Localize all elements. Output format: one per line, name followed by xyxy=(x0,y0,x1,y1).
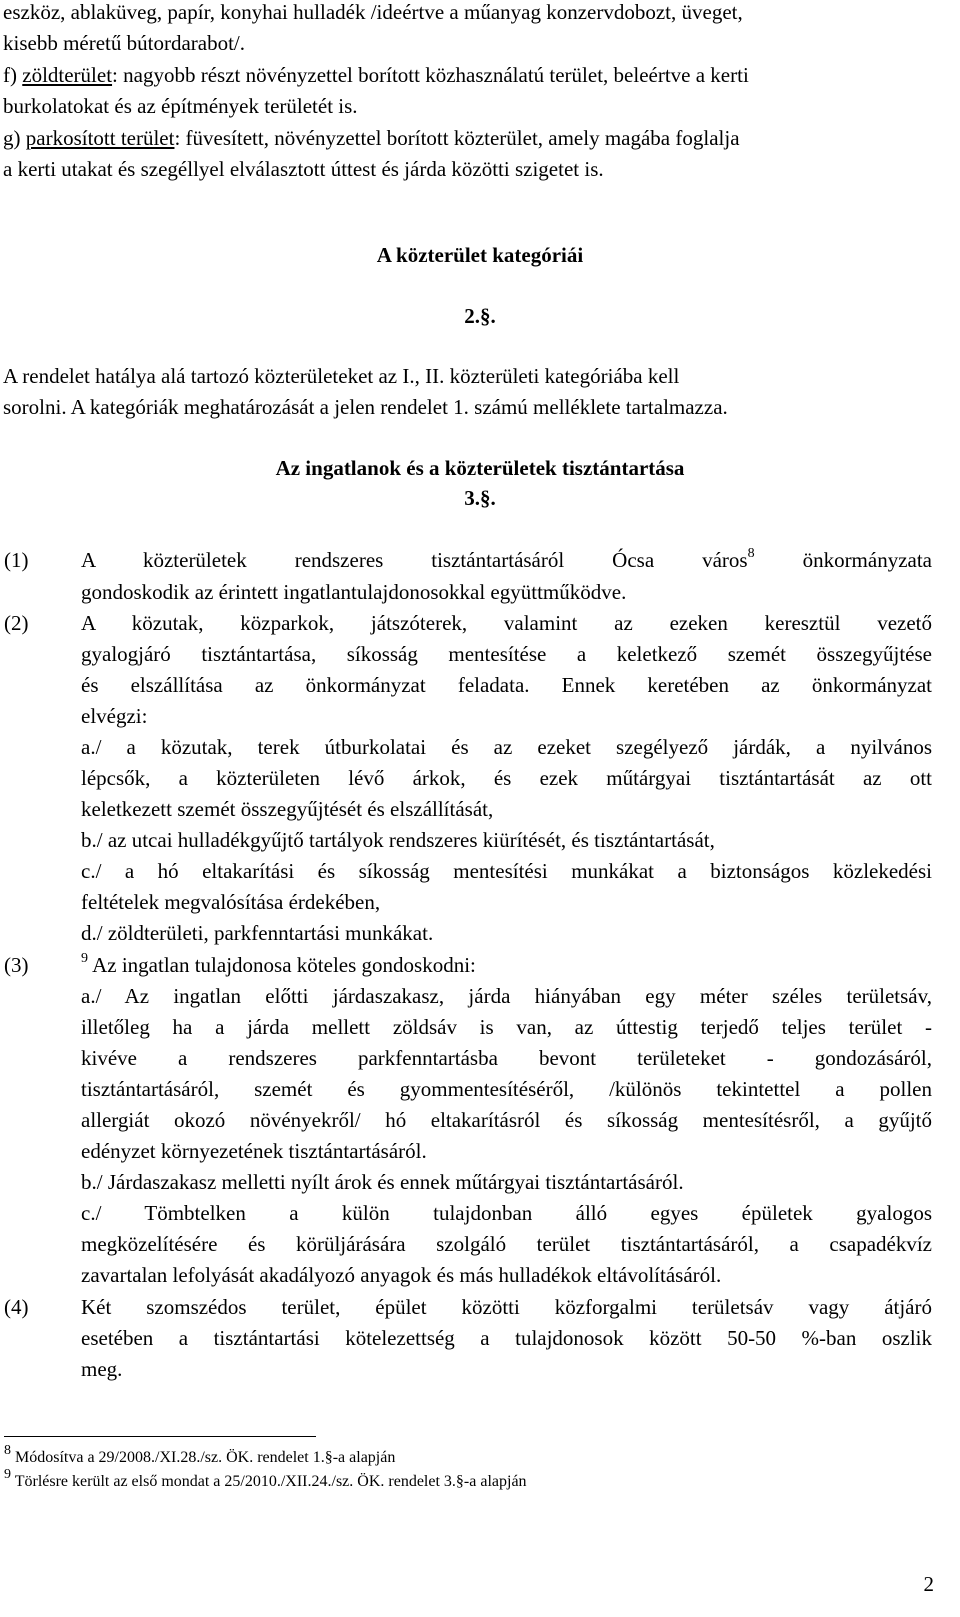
definition-f-line-1 xyxy=(3,61,749,89)
paragraph-1-text-a: A közterületek rendszeres tisztántartásáról Ócsa város xyxy=(81,548,748,572)
footnote-divider xyxy=(4,1436,316,1437)
paragraph-3-line-1 xyxy=(81,951,932,979)
paragraph-4-line: esetében a tisztántartási kötelezettség a tulajdonosok között 50-50 %-ban oszlik xyxy=(81,1326,932,1350)
paragraph-4-number: (4) xyxy=(4,1295,29,1319)
paragraph-2-number: (2) xyxy=(4,611,29,635)
paragraph-2-line: b./ az utcai hulladékgyűjtő tartályok rendszeres kiürítését, és tisztántartását, xyxy=(81,828,715,852)
definition-f-line-2: burkolatokat és az építmények területét is. xyxy=(3,94,358,118)
paragraph-1-number: (1) xyxy=(4,548,29,572)
paragraph-3-line: kivéve a rendszeres parkfenntartásba bevont területeket - gondozásáról, xyxy=(81,1046,932,1070)
footnote-8 xyxy=(4,1442,396,1469)
paragraph-3-line: zavartalan lefolyását akadályozó anyagok és más hulladékok eltávolításáról. xyxy=(81,1263,722,1287)
footnote-ref-8: 8 xyxy=(747,546,755,561)
paragraph-1-line-1 xyxy=(81,546,932,574)
section-2-number: 2.§. xyxy=(464,304,496,328)
definition-f-term: zöldterület xyxy=(22,63,113,87)
paragraph-3-number: (3) xyxy=(4,953,29,977)
section-3-number: 3.§. xyxy=(464,486,496,510)
section-3-heading: Az ingatlanok és a közterületek tisztántartása xyxy=(275,456,685,480)
paragraph-2-line: elvégzi: xyxy=(81,704,148,728)
paragraph-2-line: c./ a hó eltakarítási és síkosság mentesítési munkákat a biztonságos közlekedési xyxy=(81,859,932,883)
paragraph-3-line: a./ Az ingatlan előtti járdaszakasz, járda hiányában egy méter széles területsáv, xyxy=(81,984,932,1008)
footnote-9-number: 9 xyxy=(4,1466,11,1482)
paragraph-2-line: gyalogjáró tisztántartása, síkosság mentesítése a keletkező szemét összegyűjtése xyxy=(81,642,932,666)
definition-g-prefix: g) xyxy=(3,126,26,150)
paragraph-3-line: megközelítésére és körüljárására szolgáló terület tisztántartásáról, a csapadékvíz xyxy=(81,1232,932,1256)
paragraph-3-line: c./ Tömbtelken a külön tulajdonban álló egyes épületek gyalogos xyxy=(81,1201,932,1225)
paragraph-2-line: A közutak, közparkok, játszóterek, valamint az ezeken keresztül vezető xyxy=(81,611,932,635)
paragraph-4-line: meg. xyxy=(81,1357,123,1381)
paragraph-3-line: edényzet környezetének tisztántartásáról. xyxy=(81,1139,427,1163)
page-number: 2 xyxy=(923,1572,934,1596)
paragraph-2-line: d./ zöldterületi, parkfenntartási munkákat. xyxy=(81,921,434,945)
paragraph-2-line: feltételek megvalósítása érdekében, xyxy=(81,890,381,914)
section-2-heading: A közterület kategóriái xyxy=(376,243,584,267)
definition-f-prefix: f) xyxy=(3,63,23,87)
paragraph-3-line: allergiát okozó növényekről/ hó eltakarításról és síkosság mentesítésről, a gyűjtő xyxy=(81,1108,932,1132)
footnote-9-text: Törlésre került az első mondat a 25/2010./XII.24./sz. ÖK. rendelet 3.§-a alapján xyxy=(11,1473,527,1490)
footnote-8-text: Módosítva a 29/2008./XI.28./sz. ÖK. rendelet 1.§-a alapján xyxy=(11,1449,396,1466)
paragraph-4-line: Két szomszédos terület, épület közötti közforgalmi területsáv vagy átjáró xyxy=(81,1295,932,1319)
paragraph-3-line: b./ Járdaszakasz melletti nyílt árok és ennek műtárgyai tisztántartásáról. xyxy=(81,1170,684,1194)
paragraph-2-line: a./ a közutak, terek útburkolatai és az ezeket szegélyező járdák, a nyilvános xyxy=(81,735,932,759)
definition-g-line-2: a kerti utakat és szegéllyel elválasztott úttest és járda közötti szigetet is. xyxy=(3,157,604,181)
intro-line-1: eszköz, ablaküveg, papír, konyhai hulladék /ideértve a műanyag konzervdobozt, üveget, xyxy=(3,0,743,24)
definition-g-text: : füvesített, növényzettel borított közterület, amely magába foglalja xyxy=(174,126,740,150)
definition-g-term: parkosított terület xyxy=(25,126,175,150)
paragraph-1-text-b: önkormányzata xyxy=(802,548,933,572)
paragraph-2-line: keletkezett szemét összegyűjtését és elszállítását, xyxy=(81,797,494,821)
paragraph-3-line: illetőleg ha a járda mellett zöldsáv is van, az úttestig terjedő teljes terület - xyxy=(81,1015,932,1039)
intro-line-2: kisebb méretű bútordarabot/. xyxy=(3,31,246,55)
paragraph-2-line: és elszállítása az önkormányzat feladata. Ennek keretében az önkormányzat xyxy=(81,673,932,697)
paragraph-2-line: lépcsők, a közterületen lévő árkok, és ezek műtárgyai tisztántartását az ott xyxy=(81,766,932,790)
definition-f-text: : nagyobb részt növényzettel borított közhasználatú terület, beleértve a kerti xyxy=(112,63,749,87)
section-2-line-1: A rendelet hatálya alá tartozó közterületeket az I., II. közterületi kategóriába kell xyxy=(3,364,680,388)
paragraph-3-line: tisztántartásáról, szemét és gyommentesítéséről, /különös tekintettel a pollen xyxy=(81,1077,932,1101)
paragraph-3-text: Az ingatlan tulajdonosa köteles gondoskodni: xyxy=(88,953,476,977)
footnote-8-number: 8 xyxy=(4,1442,11,1458)
footnote-ref-9: 9 xyxy=(81,951,88,966)
paragraph-1-line-2: gondoskodik az érintett ingatlantulajdonosokkal együttműködve. xyxy=(81,580,627,604)
definition-g-line-1 xyxy=(3,124,740,152)
section-2-line-2: sorolni. A kategóriák meghatározását a jelen rendelet 1. számú melléklete tartalmazza. xyxy=(3,395,728,419)
footnote-9 xyxy=(4,1466,527,1493)
